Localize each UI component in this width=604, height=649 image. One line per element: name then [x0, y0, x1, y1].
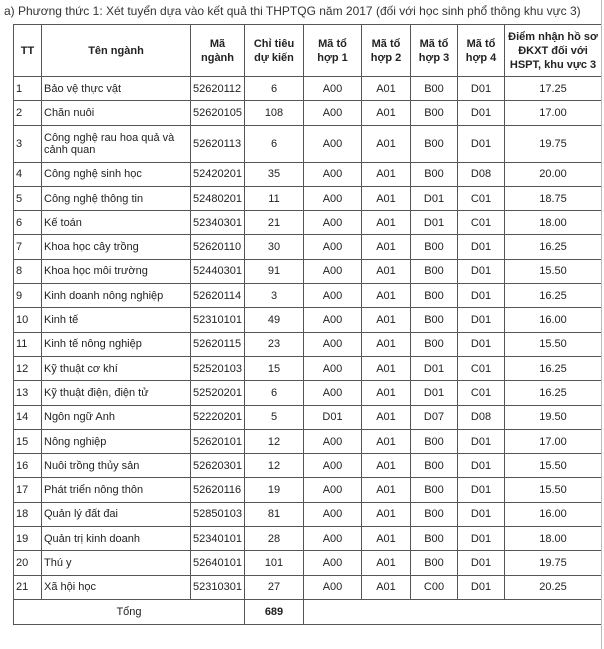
row-group-2: A01 — [362, 381, 411, 405]
row-group-2: A01 — [362, 429, 411, 453]
row-group-3: D01 — [411, 186, 458, 210]
row-tt: 7 — [14, 235, 42, 259]
table-row — [14, 381, 602, 405]
row-code: 52620116 — [191, 478, 245, 502]
row-group-2: A01 — [362, 332, 411, 356]
row-score: 16.25 — [505, 235, 602, 259]
row-group-3: B00 — [411, 478, 458, 502]
row-group-3: D01 — [411, 356, 458, 380]
row-group-1: A00 — [304, 332, 362, 356]
row-group-4: D01 — [458, 308, 505, 332]
row-group-1: A00 — [304, 186, 362, 210]
row-quota: 21 — [245, 211, 304, 235]
row-name: Công nghệ sinh học — [42, 162, 191, 186]
row-quota: 12 — [245, 454, 304, 478]
row-code: 52620101 — [191, 429, 245, 453]
row-tt: 1 — [14, 77, 42, 101]
row-code: 52520201 — [191, 381, 245, 405]
table-row — [14, 332, 602, 356]
row-group-4: D01 — [458, 125, 505, 162]
row-group-2: A01 — [362, 284, 411, 308]
row-tt: 6 — [14, 211, 42, 235]
row-group-4: D01 — [458, 575, 505, 599]
row-tt: 5 — [14, 186, 42, 210]
row-score: 16.00 — [505, 502, 602, 526]
row-group-4: D01 — [458, 332, 505, 356]
row-group-2: A01 — [362, 211, 411, 235]
row-quota: 27 — [245, 575, 304, 599]
row-group-4: D01 — [458, 429, 505, 453]
row-group-3: B00 — [411, 235, 458, 259]
row-quota: 3 — [245, 284, 304, 308]
row-score: 19.50 — [505, 405, 602, 429]
row-code: 52340301 — [191, 211, 245, 235]
row-group-1: A00 — [304, 284, 362, 308]
row-quota: 11 — [245, 186, 304, 210]
row-group-4: D01 — [458, 235, 505, 259]
row-code: 52480201 — [191, 186, 245, 210]
table-row — [14, 125, 602, 162]
header-quota: Chỉ tiêu dự kiến — [245, 25, 304, 77]
header-group-2: Mã tổ hợp 2 — [362, 25, 411, 77]
row-group-3: B00 — [411, 284, 458, 308]
row-code: 52620114 — [191, 284, 245, 308]
row-tt: 2 — [14, 101, 42, 125]
row-tt: 4 — [14, 162, 42, 186]
row-group-2: A01 — [362, 356, 411, 380]
row-code: 52310301 — [191, 575, 245, 599]
row-score: 15.50 — [505, 478, 602, 502]
row-group-3: B00 — [411, 551, 458, 575]
row-quota: 15 — [245, 356, 304, 380]
row-name: Nông nghiệp — [42, 429, 191, 453]
row-group-2: A01 — [362, 308, 411, 332]
row-name: Kinh tế nông nghiệp — [42, 332, 191, 356]
row-score: 19.75 — [505, 125, 602, 162]
header-group-3: Mã tổ hợp 3 — [411, 25, 458, 77]
row-group-1: A00 — [304, 235, 362, 259]
table-row — [14, 308, 602, 332]
row-quota: 5 — [245, 405, 304, 429]
row-quota: 12 — [245, 429, 304, 453]
row-group-2: A01 — [362, 551, 411, 575]
row-name: Thú y — [42, 551, 191, 575]
row-group-1: A00 — [304, 429, 362, 453]
row-tt: 20 — [14, 551, 42, 575]
row-group-1: A00 — [304, 211, 362, 235]
row-group-4: D01 — [458, 551, 505, 575]
table-row — [14, 429, 602, 453]
row-group-4: D01 — [458, 454, 505, 478]
row-tt: 12 — [14, 356, 42, 380]
row-group-3: D07 — [411, 405, 458, 429]
row-group-1: A00 — [304, 77, 362, 101]
row-tt: 16 — [14, 454, 42, 478]
table-row — [14, 162, 602, 186]
header-name: Tên ngành — [42, 25, 191, 77]
row-group-2: A01 — [362, 575, 411, 599]
row-score: 15.50 — [505, 332, 602, 356]
row-score: 18.00 — [505, 211, 602, 235]
row-group-4: C01 — [458, 381, 505, 405]
row-code: 52440301 — [191, 259, 245, 283]
row-group-3: C00 — [411, 575, 458, 599]
row-code: 52310101 — [191, 308, 245, 332]
row-group-2: A01 — [362, 478, 411, 502]
row-group-2: A01 — [362, 454, 411, 478]
row-group-3: B00 — [411, 454, 458, 478]
row-name: Quản lý đất đai — [42, 502, 191, 526]
row-name: Kỹ thuật điện, điện tử — [42, 381, 191, 405]
row-name: Bảo vệ thực vật — [42, 77, 191, 101]
row-name: Công nghệ thông tin — [42, 186, 191, 210]
table-body — [14, 77, 602, 600]
row-group-3: B00 — [411, 125, 458, 162]
table-row — [14, 235, 602, 259]
total-row — [14, 599, 602, 624]
row-code: 52520103 — [191, 356, 245, 380]
header-tt: TT — [14, 25, 42, 77]
row-group-3: B00 — [411, 429, 458, 453]
row-group-2: A01 — [362, 162, 411, 186]
row-group-1: A00 — [304, 259, 362, 283]
row-group-4: D01 — [458, 101, 505, 125]
row-code: 52620301 — [191, 454, 245, 478]
row-group-3: B00 — [411, 527, 458, 551]
row-score: 18.75 — [505, 186, 602, 210]
row-group-2: A01 — [362, 405, 411, 429]
row-code: 52620110 — [191, 235, 245, 259]
row-group-4: D01 — [458, 259, 505, 283]
table-row — [14, 575, 602, 599]
table-row — [14, 211, 602, 235]
row-group-4: D01 — [458, 77, 505, 101]
row-tt: 9 — [14, 284, 42, 308]
table-row — [14, 356, 602, 380]
row-score: 18.00 — [505, 527, 602, 551]
row-tt: 13 — [14, 381, 42, 405]
admission-table — [13, 24, 602, 625]
row-group-2: A01 — [362, 259, 411, 283]
row-group-3: B00 — [411, 101, 458, 125]
row-group-3: D01 — [411, 211, 458, 235]
row-quota: 6 — [245, 125, 304, 162]
row-tt: 10 — [14, 308, 42, 332]
table-row — [14, 77, 602, 101]
row-name: Phát triển nông thôn — [42, 478, 191, 502]
row-quota: 91 — [245, 259, 304, 283]
row-group-3: B00 — [411, 162, 458, 186]
row-score: 20.25 — [505, 575, 602, 599]
table-row — [14, 284, 602, 308]
row-code: 52340101 — [191, 527, 245, 551]
row-code: 52640101 — [191, 551, 245, 575]
row-group-2: A01 — [362, 186, 411, 210]
row-quota: 101 — [245, 551, 304, 575]
row-group-4: D01 — [458, 527, 505, 551]
row-group-4: C01 — [458, 211, 505, 235]
row-code: 52620113 — [191, 125, 245, 162]
row-group-1: A00 — [304, 101, 362, 125]
row-group-1: A00 — [304, 454, 362, 478]
row-tt: 21 — [14, 575, 42, 599]
header-group-4: Mã tổ hợp 4 — [458, 25, 505, 77]
row-group-4: D08 — [458, 405, 505, 429]
row-tt: 3 — [14, 125, 42, 162]
row-name: Kinh tế — [42, 308, 191, 332]
row-group-4: D01 — [458, 502, 505, 526]
row-score: 17.25 — [505, 77, 602, 101]
row-score: 20.00 — [505, 162, 602, 186]
page-edge-line — [601, 0, 602, 649]
row-name: Kỹ thuật cơ khí — [42, 356, 191, 380]
row-score: 17.00 — [505, 101, 602, 125]
row-group-3: B00 — [411, 332, 458, 356]
row-group-3: D01 — [411, 381, 458, 405]
table-row — [14, 405, 602, 429]
row-group-4: D01 — [458, 284, 505, 308]
row-group-1: A00 — [304, 356, 362, 380]
row-group-1: A00 — [304, 551, 362, 575]
row-group-2: A01 — [362, 527, 411, 551]
row-tt: 17 — [14, 478, 42, 502]
row-score: 17.00 — [505, 429, 602, 453]
row-code: 52620112 — [191, 77, 245, 101]
row-score: 15.50 — [505, 454, 602, 478]
table-row — [14, 551, 602, 575]
row-name: Kinh doanh nông nghiệp — [42, 284, 191, 308]
total-label: Tổng — [14, 599, 245, 624]
row-quota: 81 — [245, 502, 304, 526]
row-group-4: D01 — [458, 478, 505, 502]
row-name: Xã hội học — [42, 575, 191, 599]
row-quota: 23 — [245, 332, 304, 356]
table-row — [14, 101, 602, 125]
row-group-4: D08 — [458, 162, 505, 186]
row-code: 52220201 — [191, 405, 245, 429]
row-group-1: A00 — [304, 125, 362, 162]
row-tt: 8 — [14, 259, 42, 283]
total-value: 689 — [245, 599, 304, 624]
row-name: Kế toán — [42, 211, 191, 235]
row-group-1: A00 — [304, 308, 362, 332]
table-row — [14, 259, 602, 283]
row-score: 16.25 — [505, 284, 602, 308]
row-score: 16.25 — [505, 356, 602, 380]
row-quota: 28 — [245, 527, 304, 551]
row-code: 52620115 — [191, 332, 245, 356]
table-row — [14, 454, 602, 478]
row-name: Nuôi trồng thủy sản — [42, 454, 191, 478]
table-row — [14, 502, 602, 526]
row-group-2: A01 — [362, 235, 411, 259]
row-score: 19.75 — [505, 551, 602, 575]
row-name: Quản trị kinh doanh — [42, 527, 191, 551]
row-quota: 6 — [245, 381, 304, 405]
row-name: Khoa học môi trường — [42, 259, 191, 283]
row-name: Ngôn ngữ Anh — [42, 405, 191, 429]
table-row — [14, 527, 602, 551]
row-score: 16.25 — [505, 381, 602, 405]
row-tt: 14 — [14, 405, 42, 429]
row-group-3: B00 — [411, 308, 458, 332]
row-name: Chăn nuôi — [42, 101, 191, 125]
row-group-3: B00 — [411, 502, 458, 526]
row-group-1: D01 — [304, 405, 362, 429]
table-row — [14, 186, 602, 210]
row-code: 52620105 — [191, 101, 245, 125]
row-quota: 30 — [245, 235, 304, 259]
row-tt: 15 — [14, 429, 42, 453]
row-tt: 19 — [14, 527, 42, 551]
row-group-1: A00 — [304, 575, 362, 599]
row-group-2: A01 — [362, 125, 411, 162]
header-code: Mã ngành — [191, 25, 245, 77]
row-quota: 49 — [245, 308, 304, 332]
total-empty — [304, 599, 602, 624]
header-group-1: Mã tổ hợp 1 — [304, 25, 362, 77]
row-group-1: A00 — [304, 527, 362, 551]
table-row — [14, 478, 602, 502]
row-group-2: A01 — [362, 77, 411, 101]
row-score: 16.00 — [505, 308, 602, 332]
row-group-1: A00 — [304, 478, 362, 502]
row-name: Khoa học cây trồng — [42, 235, 191, 259]
row-quota: 35 — [245, 162, 304, 186]
row-group-2: A01 — [362, 101, 411, 125]
row-quota: 108 — [245, 101, 304, 125]
row-group-1: A00 — [304, 502, 362, 526]
row-group-1: A00 — [304, 381, 362, 405]
row-tt: 18 — [14, 502, 42, 526]
row-code: 52420201 — [191, 162, 245, 186]
section-caption: a) Phương thức 1: Xét tuyển dựa vào kết quả thi THPTQG năm 2017 (đối với học sinh phổ thông khu vực 3) — [4, 4, 581, 18]
row-code: 52850103 — [191, 502, 245, 526]
row-quota: 6 — [245, 77, 304, 101]
header-score: Điểm nhận hồ sơ ĐKXT đối với HSPT, khu vực 3 — [505, 25, 602, 77]
row-group-4: C01 — [458, 356, 505, 380]
row-quota: 19 — [245, 478, 304, 502]
row-group-3: B00 — [411, 259, 458, 283]
row-tt: 11 — [14, 332, 42, 356]
row-group-2: A01 — [362, 502, 411, 526]
header-row — [14, 25, 602, 77]
row-group-1: A00 — [304, 162, 362, 186]
row-group-3: B00 — [411, 77, 458, 101]
row-name: Công nghệ rau hoa quả và cảnh quan — [42, 125, 191, 162]
row-group-4: C01 — [458, 186, 505, 210]
row-score: 15.50 — [505, 259, 602, 283]
